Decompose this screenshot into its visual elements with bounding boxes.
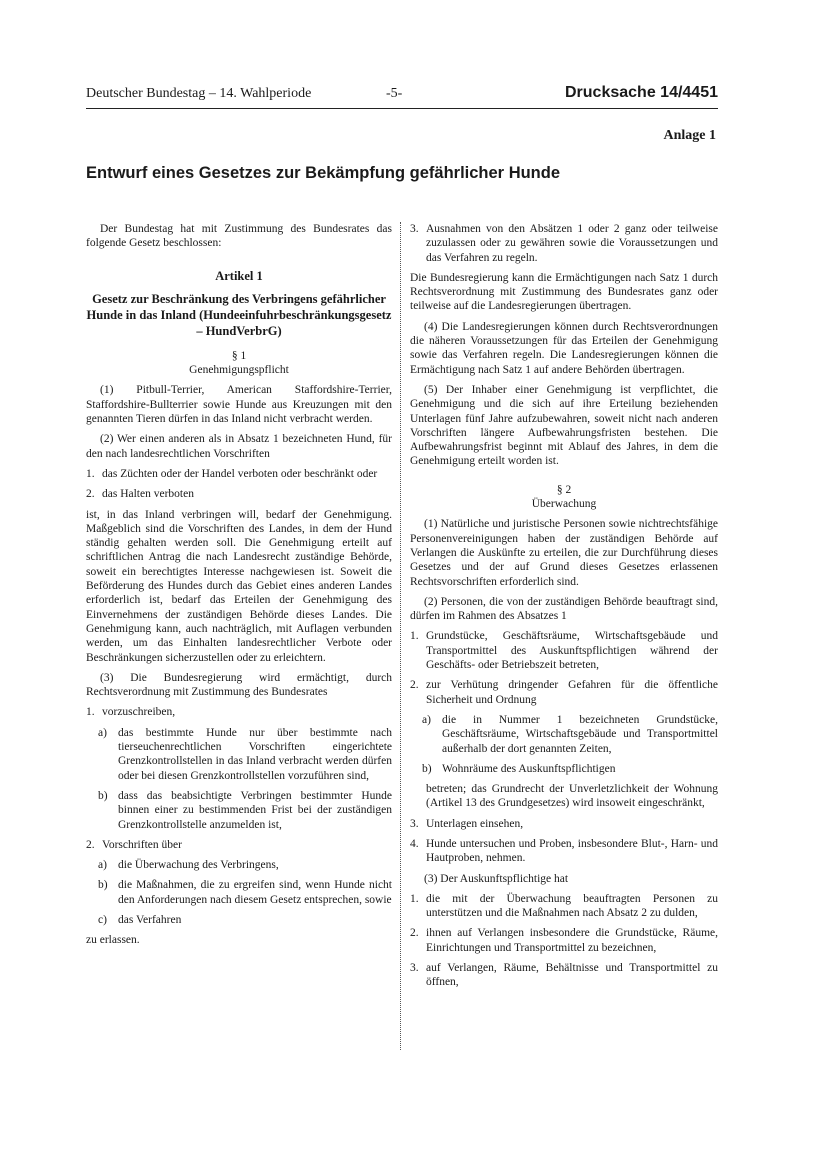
section-1-para-3: (3) Die Bundesregierung wird ermächtigt, durch Rechtsverordnung mit Zustimmung des Bundesrates — [86, 671, 392, 699]
section-1-para-3-end: zu erlassen. — [86, 934, 140, 947]
list-text: zur Verhütung dringender Gefahren für die öffentliche Sicherheit und Ordnung — [426, 679, 718, 706]
sub-list-text: die Maßnahmen, die zu ergreifen sind, wenn Hunde nicht den Anforderungen nach diesem Gesetz entsprechen, sowie — [118, 879, 392, 906]
list-item — [86, 705, 392, 719]
list-item — [410, 926, 718, 955]
list-number: 1. — [410, 630, 419, 643]
list-item — [410, 837, 718, 866]
sub-list-text: die in Nummer 1 bezeichneten Grundstücke, Geschäftsräume, Wirtschaftsgebäude und Transportmittel außerhalb der dort genannten Zeiten, — [442, 713, 718, 755]
list-text: Ausnahmen von den Absätzen 1 oder 2 ganz oder teilweise zuzulassen oder zu gewähren sowie die Voraussetzungen und das Verfahren zu regeln. — [426, 223, 718, 264]
section-2-title: Überwachung — [531, 498, 597, 511]
list-item — [410, 678, 718, 707]
section-1-number: § 1 — [231, 349, 247, 362]
list-number: 4. — [410, 837, 419, 850]
sub-list-item — [422, 762, 718, 776]
list-text: Vorschriften über — [102, 838, 182, 851]
sub-list-letter: b) — [422, 762, 432, 775]
section-1-title: Genehmigungspflicht — [189, 364, 289, 377]
sub-list-item — [98, 789, 392, 832]
list-text: Unterlagen einsehen, — [426, 817, 524, 830]
sub-list-item — [98, 858, 392, 872]
section-1-para-5: (5) Der Inhaber einer Genehmigung ist verpflichtet, die Genehmigung und die sich auf ihre Erteilung beziehenden Unterlagen fünf Jahre aufzubewahren, soweit nicht nach anderen Vorschriften längere Aufbewahrungsfristen bestehen. Die Aufbewahrungsfrist beginnt mit Ablauf des Jahres, in dem die Genehmigung erteilt worden ist. — [410, 383, 718, 468]
header-page-number: -5- — [386, 86, 403, 101]
list-text: das Halten verboten — [102, 488, 194, 501]
page-header — [86, 86, 718, 109]
sub-list-item — [98, 913, 392, 927]
list-text: Hunde untersuchen und Proben, insbesondere Blut-, Harn- und Hautproben, nehmen. — [426, 837, 718, 865]
law-title: Gesetz zur Beschränkung des Verbringens gefährlicher Hunde in das Inland (Hundeeinfuhrbeschränkungsgesetz – HundVerbrG) — [86, 291, 392, 338]
list-text: das Züchten oder der Handel verboten oder beschränkt oder — [102, 467, 378, 480]
section-2-para-3: (3) Der Auskunftspflichtige hat — [424, 872, 569, 885]
column-divider — [400, 222, 401, 1050]
list-item — [410, 629, 718, 672]
list-item — [86, 487, 392, 501]
sub-list-letter: a) — [422, 713, 431, 726]
list-number: 2. — [86, 488, 95, 501]
sub-list-text: Wohnräume des Auskunftspflichtigen — [442, 762, 616, 775]
sub-list-item — [422, 713, 718, 756]
delegation-paragraph: Die Bundesregierung kann die Ermächtigungen nach Satz 1 durch Rechtsverordnung mit Zustimmung des Bundesrates ganz oder teilweise auf die Landesregierungen übertragen. — [410, 271, 718, 313]
list-text: ihnen auf Verlangen insbesondere die Grundstücke, Räume, Einrichtungen und Transportmittel zu bezeichnen, — [426, 927, 718, 954]
article-heading: Artikel 1 — [215, 268, 263, 283]
sub-list-text: das bestimmte Hunde nur über bestimmte nach tierseuchenrechtlichen Vorschriften eingerichtete Grenzkontrollstellen in das Inland verbracht werden dürfen oder bei diesen Grenzkontrollstellen vorzuführen sind, — [118, 726, 392, 782]
list-number: 2. — [86, 838, 95, 851]
section-1-para-2: (2) Wer einen anderen als in Absatz 1 bezeichneten Hund, für den nach landesrechtlichen Vorschriften — [86, 433, 392, 460]
list-text: vorzuschreiben, — [102, 706, 176, 719]
sub-list-item — [98, 878, 392, 907]
list-item — [410, 892, 718, 921]
left-column — [86, 222, 392, 954]
list-text: auf Verlangen, Räume, Behältnisse und Transportmittel zu öffnen, — [426, 962, 718, 989]
list-item — [410, 961, 718, 990]
list-number: 2. — [410, 679, 419, 692]
intro-paragraph: Der Bundestag hat mit Zustimmung des Bundesrates das folgende Gesetz beschlossen: — [86, 223, 392, 250]
list-item-continuation: betreten; das Grundrecht der Unverletzlichkeit der Wohnung (Artikel 13 des Grundgesetzes) wird insoweit eingeschränkt, — [426, 783, 718, 810]
list-item — [410, 222, 718, 265]
list-text: Grundstücke, Geschäftsräume, Wirtschaftsgebäude und Transportmittel des Auskunftspflichtigen während der Geschäfts- oder Betriebszeit betreten, — [426, 630, 718, 672]
list-number: 1. — [86, 467, 95, 480]
list-item — [410, 817, 718, 831]
section-2-para-2: (2) Personen, die von der zuständigen Behörde beauftragt sind, dürfen im Rahmen des Absatzes 1 — [410, 595, 718, 623]
header-document-number: Drucksache 14/4451 — [565, 84, 718, 101]
list-number: 3. — [410, 817, 419, 830]
list-number: 3. — [410, 962, 419, 975]
sub-list-item — [98, 726, 392, 783]
list-number: 1. — [410, 892, 419, 905]
sub-list-letter: c) — [98, 913, 107, 926]
sub-list-letter: b) — [98, 879, 108, 892]
sub-list-letter: a) — [98, 726, 107, 739]
list-number: 2. — [410, 927, 419, 940]
annex-label: Anlage 1 — [663, 128, 716, 143]
sub-list-text: dass das beabsichtigte Verbringen bestimmter Hunde binnen einer zu bestimmenden Frist bei der zuständigen Grenzkontrollstelle anzumelden ist, — [118, 789, 392, 831]
sub-list-letter: b) — [98, 789, 108, 802]
section-1-para-2-continuation: ist, in das Inland verbringen will, bedarf der Genehmigung. Maßgeblich sind die Vorschriften des Landes, in dem der Hund ständig gehalten werden soll. Die Genehmigung erteilt auf schriftlichen Antrag die nach Landesrecht zuständige Behörde, soweit ein berechtigtes Interesse nachgewiesen ist. Soweit die Beförderung des Hundes durch das Gebiet eines anderen Landes erforderlich ist, bedarf das Erteilen der Genehmigung des Einvernehmens der zuständigen Behörde dieses Landes. Die Genehmigung kann, auch nachträglich, mit Auflagen verbunden werden, um das Einhalten landesrechtlicher Verbote oder Beschränkungen sicherzustellen oder zu erleichtern. — [86, 508, 392, 664]
section-2-number: § 2 — [556, 483, 572, 496]
list-item — [86, 838, 392, 852]
list-text: die mit der Überwachung beauftragten Personen zu unterstützen und die Maßnahmen nach Absatz 2 zu dulden, — [426, 892, 718, 920]
section-1-para-1: (1) Pitbull-Terrier, American Staffordshire-Terrier, Staffordshire-Bullterrier sowie Hunde aus Kreuzungen mit den genannten Tieren dürfen in das Inland nicht verbracht werden. — [86, 384, 392, 426]
right-column — [410, 222, 718, 996]
sub-list-text: die Überwachung des Verbringens, — [118, 859, 279, 872]
list-item — [86, 467, 392, 481]
document-title: Entwurf eines Gesetzes zur Bekämpfung gefährlicher Hunde — [86, 164, 561, 182]
header-publisher: Deutscher Bundestag – 14. Wahlperiode — [86, 86, 312, 101]
sub-list-text: das Verfahren — [118, 913, 182, 926]
section-1-para-4: (4) Die Landesregierungen können durch Rechtsverordnungen die näheren Voraussetzungen für das Erteilen der Genehmigung sowie das Verfahren regeln. Die Landesregierungen können die Ermächtigung nach Satz 1 auf andere Behörden übertragen. — [410, 320, 718, 376]
sub-list-letter: a) — [98, 859, 107, 872]
list-number: 3. — [410, 223, 419, 235]
list-number: 1. — [86, 706, 95, 719]
section-2-para-1: (1) Natürliche und juristische Personen sowie nichtrechtsfähige Personenvereinigungen haben der zuständigen Behörde auf Verlangen die Auskünfte zu erteilen, die zur Durchführung dieses Gesetzes und der auf Grund dieses Gesetzes erlassenen Rechtsvorschriften erforderlich sind. — [410, 518, 718, 588]
